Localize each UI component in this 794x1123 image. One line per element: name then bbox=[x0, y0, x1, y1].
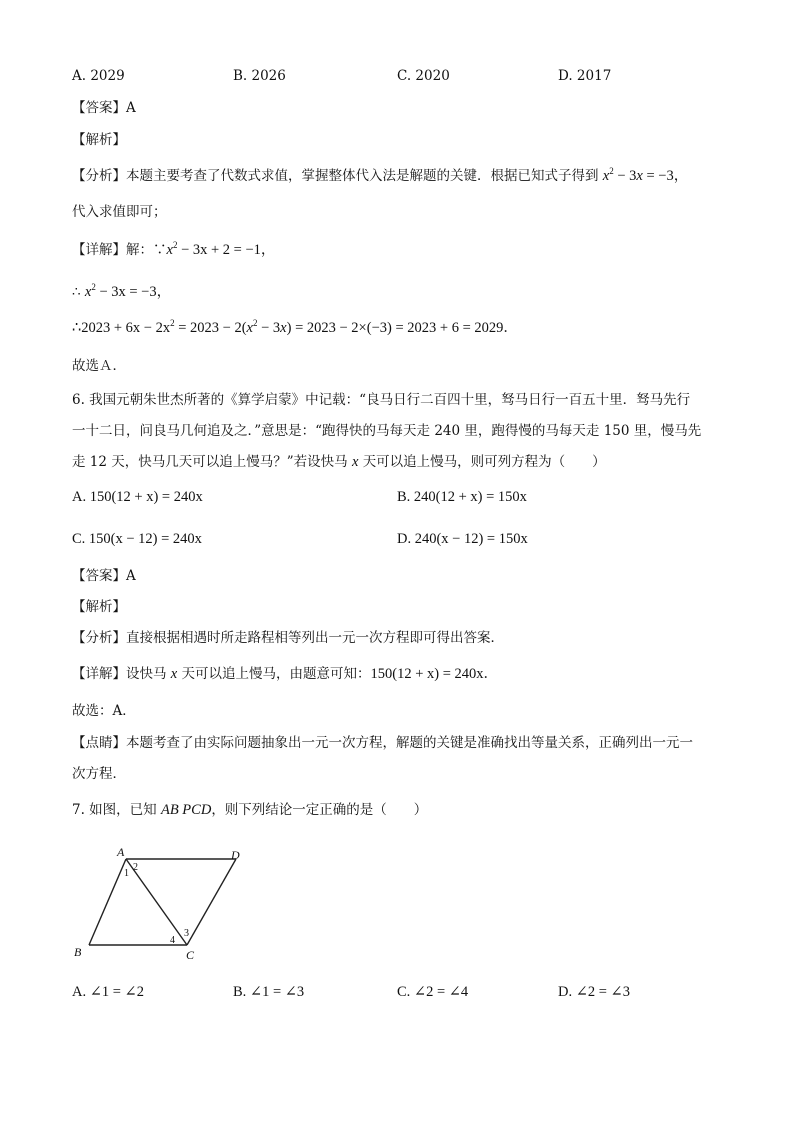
dianjing-tag: 【点睛】 bbox=[72, 735, 126, 751]
eq3-a: ∴2023 + 6x − 2x bbox=[72, 320, 171, 336]
answer-tag: 【答案】 bbox=[72, 568, 126, 584]
q6-analysis-tag: 【解析】 bbox=[72, 599, 126, 615]
q6-option-a: A. 150(12 + x) = 240x bbox=[72, 489, 203, 505]
answer-tag: 【答案】 bbox=[72, 100, 126, 116]
eq3-c: = 2023 − 2× bbox=[291, 320, 367, 336]
q5-fenxi bbox=[72, 166, 688, 186]
q6-dianjing bbox=[72, 733, 693, 753]
label-a: A bbox=[117, 845, 125, 859]
eq2-math: − 3x = −3， bbox=[99, 284, 172, 300]
q5-answer bbox=[72, 98, 136, 118]
q7-option-d: D. ∠2 = ∠3 bbox=[558, 984, 630, 1000]
stem-3b: 天可以追上慢马，则可列方程为（ ） bbox=[362, 454, 606, 470]
fenxi-tag: 【分析】 bbox=[72, 168, 126, 184]
answer-value: A bbox=[126, 100, 136, 116]
fenxi-text: 直接根据相遇时所走路程相等列出一元一次方程即可得出答案． bbox=[126, 630, 504, 646]
angle-4-label: 4 bbox=[170, 935, 175, 946]
q7-option-c: C. ∠2 = ∠4 bbox=[397, 984, 469, 1000]
q6-xiangjie: 【详解】设快马 x 天可以追上慢马，由题意可知：150(12 + x) = 240x． bbox=[72, 666, 499, 682]
q6-stem-line1: 6. 我国元朝朱世杰所著的《算学启蒙》中记载：“良马日行二百四十里，驽马日行一百五十里．驽马先行 bbox=[72, 392, 691, 408]
xiangjie-b: 天可以追上慢马，由题意可知： bbox=[181, 666, 371, 682]
stem-math: AB PCD bbox=[160, 802, 212, 818]
eq3-b: = 2023 − 2 bbox=[174, 320, 242, 336]
stem-3a: 走 12 天，快马几天可以追上慢马？”若设快马 bbox=[72, 454, 352, 470]
q6-option-c: C. 150(x − 12) = 240x bbox=[72, 531, 202, 547]
answer-value: A bbox=[126, 568, 136, 584]
stem-b: ，则下列结论一定正确的是（ ） bbox=[211, 802, 428, 818]
q6-fenxi bbox=[72, 628, 504, 648]
q6-option-d: D. 240(x − 12) = 150x bbox=[397, 531, 528, 547]
q5-option-c: C. 2020 bbox=[397, 68, 450, 84]
q5-step3: ∴2023 + $6x - 2x^2 = 2023 - 2(x^2 - 3x) = 2023 - 2\times(-3) = 2023 + 6 = 2029$． bbox=[72, 318, 518, 336]
angle-2-label: 2 bbox=[133, 862, 138, 873]
fenxi-text: 本题主要考查了代数式求值，掌握整体代入法是解题的关键．根据已知式子得到 bbox=[126, 168, 599, 184]
q5-option-a: A. 2029 bbox=[72, 68, 125, 84]
fenxi-tag: 【分析】 bbox=[72, 630, 126, 646]
q6-conclusion: 故选：A． bbox=[72, 703, 136, 719]
q6-dianjing-cont: 次方程． bbox=[72, 766, 126, 782]
q5-option-b: B. 2026 bbox=[233, 68, 286, 84]
q7-option-b: B. ∠1 = ∠3 bbox=[233, 984, 305, 1000]
q5-conclusion: 故选Ａ． bbox=[72, 358, 126, 374]
eq3-d: = 2023 + 6 = 2029． bbox=[391, 320, 518, 336]
q7-stem bbox=[72, 800, 427, 820]
segment-dc bbox=[187, 859, 236, 945]
xiangjie-pre: 解：∵ bbox=[126, 242, 167, 258]
q6-stem-line2: 一十二日，问良马几何追及之．”意思是：“跑得快的马每天走 240 里，跑得慢的马每天走 150 里，慢马先 bbox=[72, 423, 702, 439]
q5-analysis-tag: 【解析】 bbox=[72, 132, 126, 148]
xiangjie-math: 150(12 + x) = 240x． bbox=[370, 666, 499, 682]
xiangjie-tag: 【详解】 bbox=[72, 242, 126, 258]
angle-3-label: 3 bbox=[184, 928, 189, 939]
label-b: B bbox=[74, 945, 82, 959]
xiangjie-a: 设快马 bbox=[126, 666, 171, 682]
q5-option-d: D. 2017 bbox=[558, 68, 612, 84]
q6-option-b: B. 240(12 + x) = 150x bbox=[397, 489, 527, 505]
label-c: C bbox=[186, 948, 195, 962]
dianjing-text: 本题考查了由实际问题抽象出一元一次方程，解题的关键是准确找出等量关系，正确列出一元一 bbox=[126, 735, 693, 751]
eq1-math: − 3x + 2 = −1， bbox=[181, 242, 276, 258]
label-d: D bbox=[231, 848, 240, 862]
angle-1-label: 1 bbox=[124, 868, 129, 879]
segment-ab bbox=[89, 859, 126, 945]
q6-answer bbox=[72, 566, 136, 586]
eq2-pre: ∴ bbox=[72, 284, 85, 300]
parallelogram-figure bbox=[70, 842, 260, 967]
xiangjie-tag: 【详解】 bbox=[72, 666, 126, 682]
q7-option-a: A. ∠1 = ∠2 bbox=[72, 984, 144, 1000]
q5-step2: ∴ $x^2 - 3x = -3$， bbox=[72, 282, 172, 300]
stem-a: 7. 如图，已知 bbox=[72, 802, 161, 818]
q5-xiangjie: 【详解】解：$\because x^2 - 3x + 2 = -1$， bbox=[72, 240, 276, 258]
fenxi-math: $x^2 - 3x = -3$， bbox=[602, 166, 689, 184]
q5-fenxi-cont: 代入求值即可； bbox=[72, 204, 167, 220]
q6-stem-line3: 走 12 天，快马几天可以追上慢马？”若设快马 x 天可以追上慢马，则可列方程为（ ） bbox=[72, 454, 606, 470]
